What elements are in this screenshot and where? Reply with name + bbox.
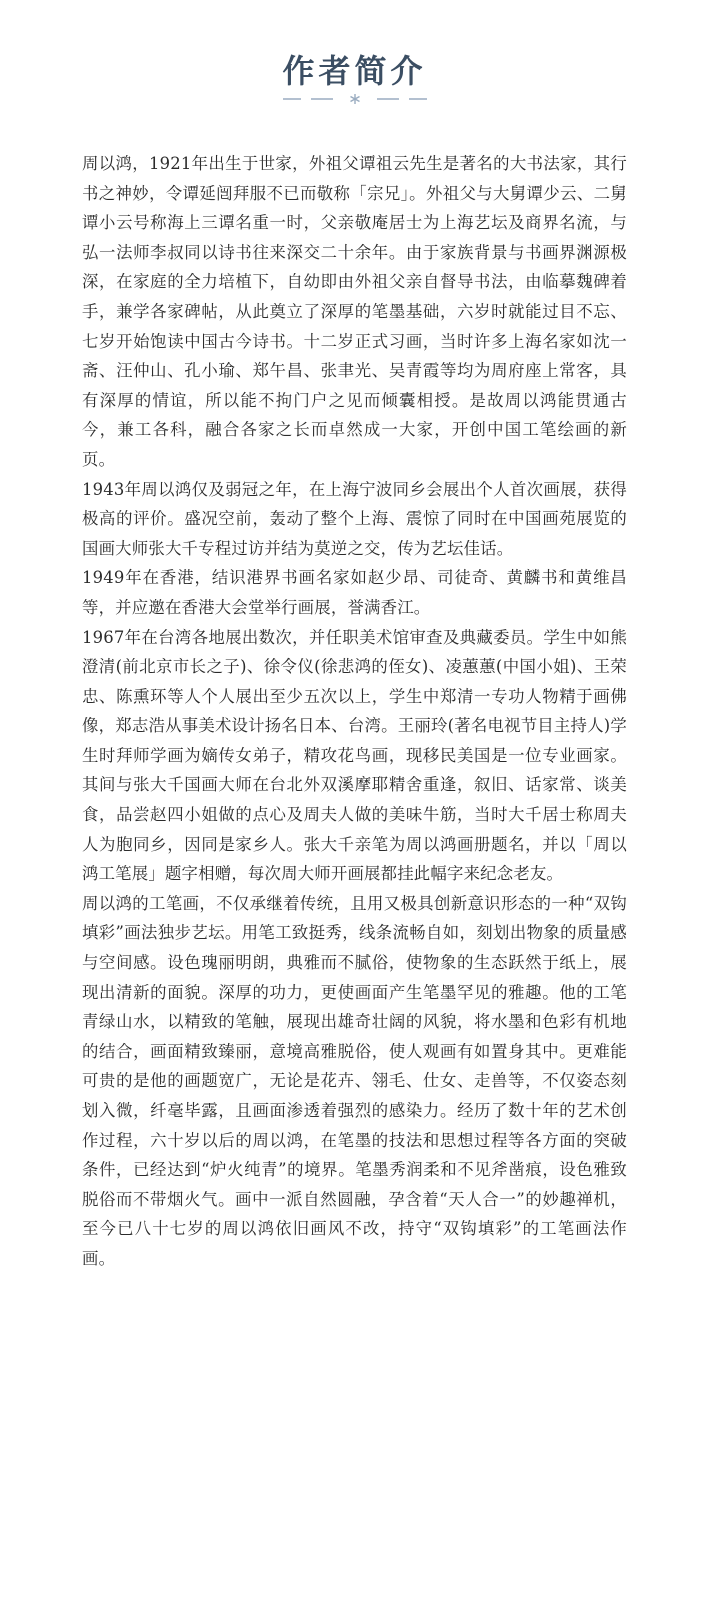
- title-divider-ornament: [283, 92, 427, 106]
- paragraph: 1949年在香港，结识港界书画名家如赵少昂、司徒奇、黄麟书和黄维昌等，并应邀在香港大会堂举行画展，誉满香江。: [82, 568, 627, 617]
- paragraph: 周以鸿的工笔画，不仅承继着传统，且用又极具创新意识形态的一种“双钩填彩”画法独步艺坛。用笔工致挺秀，线条流畅自如，刻划出物象的质量感与空间感。设色瑰丽明朗，典雅而不腻俗，使物象的生态跃然于纸上，展现出清新的面貌。深厚的功力，更使画面产生笔墨罕见的雅趣。他的工笔青绿山水，以精致的笔触，展现出雄奇壮阔的风貌，将水墨和色彩有机地的结合，画面精致臻丽，意境高雅脱俗，使人观画有如置身其中。更难能可贵的是他的画题宽广，无论是花卉、翎毛、仕女、走兽等，不仅姿态刻划入微，纤毫毕露，且画面渗透着强烈的感染力。经历了数十年的艺术创作过程，六十岁以后的周以鸿，在笔墨的技法和思想过程等各方面的突破条件，已经达到“炉火纯青”的境界。笔墨秀润柔和不见斧凿痕，设色雅致脱俗而不带烟火气。画中一派自然圆融，孕含着“天人合一”的妙趣禅机，至今已八十七岁的周以鸿依旧画风不改，持守“双钩填彩”的工笔画法作画。: [82, 893, 627, 1268]
- biography-text: [82, 149, 627, 1274]
- star-icon: [351, 94, 360, 104]
- page-title: 作者简介: [282, 52, 427, 90]
- paragraph: 周以鸿，1921年出生于世家，外祖父谭祖云先生是著名的大书法家，其行书之神妙，令谭延闿拜服不已而敬称「宗兄」。外祖父与大舅谭少云、二舅谭小云号称海上三谭名重一时，父亲敬庵居士为上海艺坛及商界名流，与弘一法师李叔同以诗书往来深交二十余年。由于家族背景与书画界渊源极深，在家庭的全力培植下，自幼即由外祖父亲自督导书法，由临摹魏碑着手，兼学各家碑帖，从此奠立了深厚的笔墨基础，六岁时就能过目不忘、七岁开始饱读中国古今诗书。十二岁正式习画，当时许多上海名家如沈一斋、汪仲山、孔小瑜、郑午昌、张聿光、吴青霞等均为周府座上常客，具有深厚的情谊，所以能不拘门户之见而倾囊相授。是故周以鸿能贯通古今，兼工各科，融合各家之长而卓然成一大家，开创中国工笔绘画的新页。: [82, 154, 627, 469]
- paragraph: 1943年周以鸿仅及弱冠之年，在上海宁波同乡会展出个人首次画展，获得极高的评价。盛况空前，轰动了整个上海、震惊了同时在中国画苑展览的国画大师张大千专程过访并结为莫逆之交，传为艺坛佳话。: [82, 479, 627, 558]
- paragraph: 1967年在台湾各地展出数次，并任职美术馆审查及典藏委员。学生中如熊澄清(前北京市长之子)、徐令仪(徐悲鸿的侄女)、凌蕙蕙(中国小姐)、王荣忠、陈熏环等人个人展出至少五次以上，学生中郑清一专功人物精于画佛像，郑志浩从事美术设计扬名日本、台湾。王丽玲(著名电视节目主持人)学生时拜师学画为嫡传女弟子，精攻花鸟画，现移民美国是一位专业画家。其间与张大千国画大师在台北外双溪摩耶精舍重逢，叙旧、话家常、谈美食，品尝赵四小姐做的点心及周夫人做的美味牛筋，当时大千居士称周夫人为胞同乡，因同是家乡人。张大千亲笔为周以鸿画册题名，并以「周以鸿工笔展」题字相赠，每次周大师开画展都挂此幅字来纪念老友。: [82, 627, 627, 884]
